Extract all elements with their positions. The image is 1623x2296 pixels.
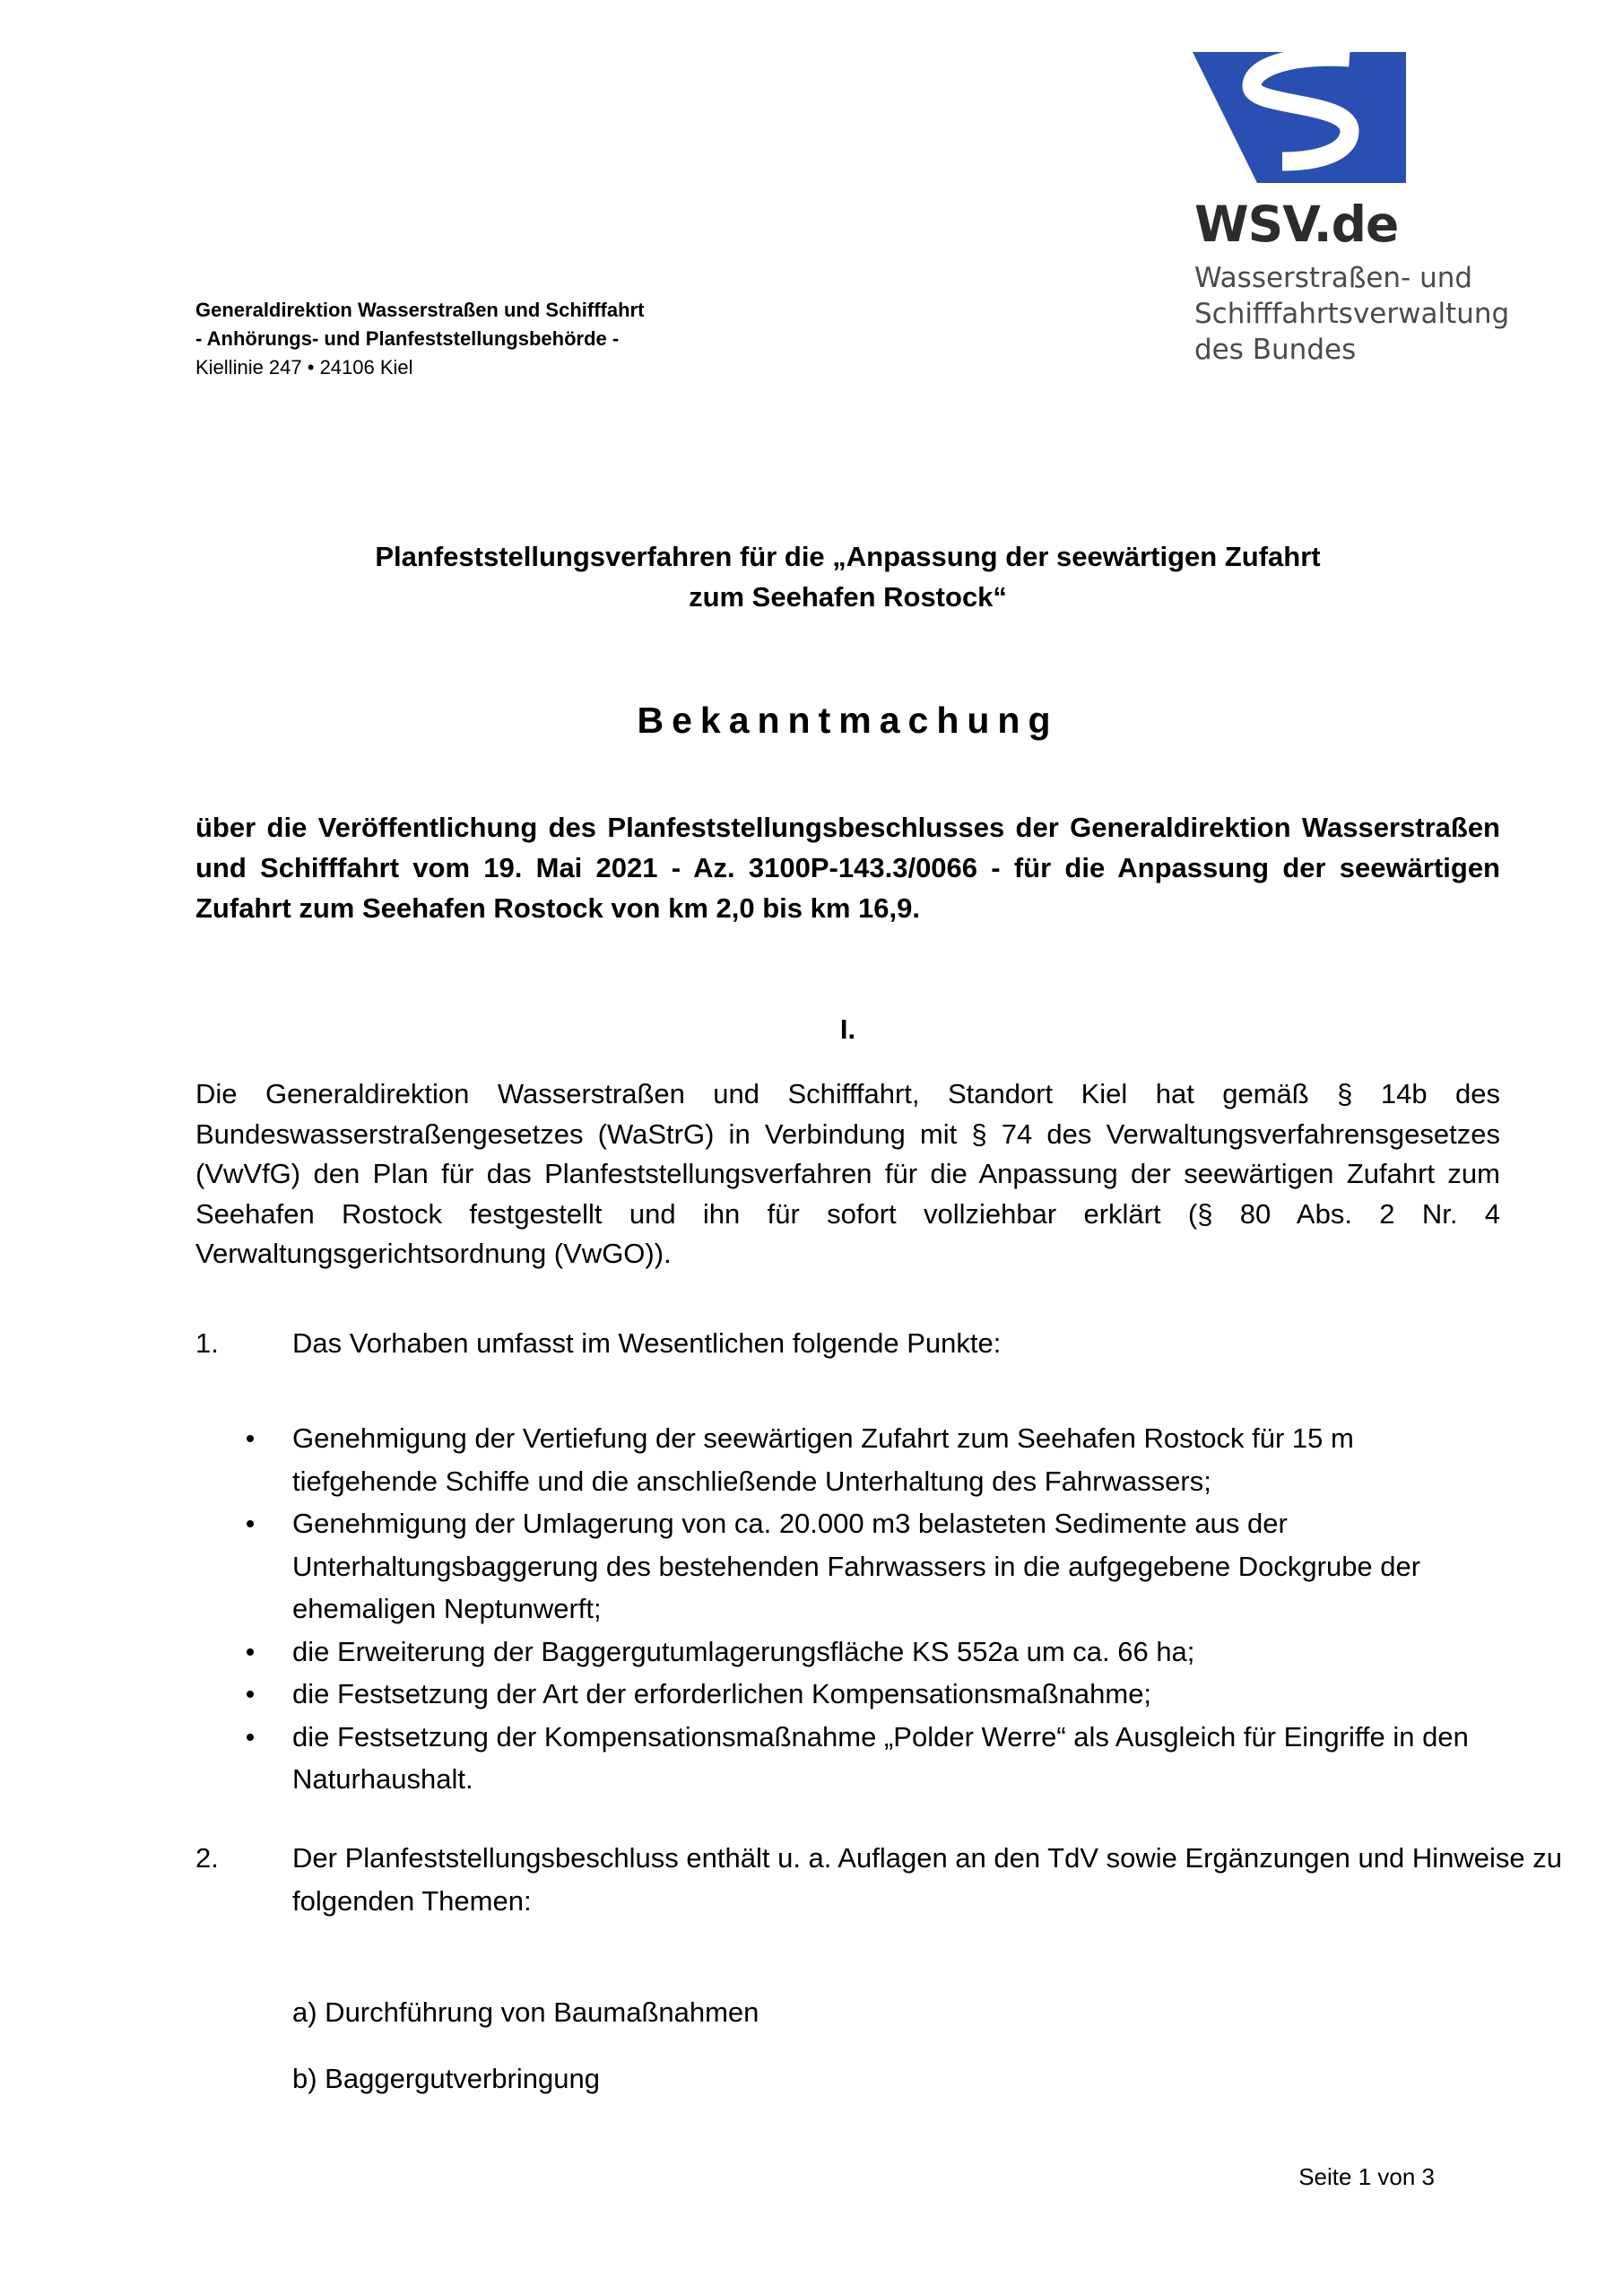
- logo-subtitle-line: Wasserstraßen- und: [1194, 262, 1473, 294]
- sender-department: - Anhörungs- und Planfeststellungsbehörde -: [195, 327, 620, 350]
- subitem-a: a) Durchführung von Baumaßnahmen: [292, 1996, 759, 2028]
- project-points-list: [242, 1417, 1497, 1801]
- list-item-text: Genehmigung der Umlagerung von ca. 20.000 m3 belasteten Sedimente aus der Unterhaltungsbaggerung des bestehenden Fahrwassers in die aufgegebene Dockgrube der ehemaligen Neptunwerft;: [292, 1508, 1421, 1624]
- item-number: 2.: [195, 1842, 219, 1874]
- section-numeral: I.: [839, 1013, 856, 1045]
- document-title: [195, 536, 1500, 617]
- item-text: Das Vorhaben umfasst im Wesentlichen folgende Punkte:: [292, 1327, 1002, 1359]
- bullet-icon: [247, 1520, 254, 1527]
- sender-authority: Generaldirektion Wasserstraßen und Schifffahrt: [195, 299, 645, 321]
- sender-address: [195, 296, 644, 382]
- announcement-heading: Bekanntmachung: [637, 700, 1059, 741]
- page-number: Seite 1 von 3: [1298, 2163, 1435, 2190]
- logo-subtitle-line: des Bundes: [1194, 334, 1357, 366]
- sender-street-address: Kiellinie 247 • 24106 Kiel: [195, 356, 413, 378]
- bullet-icon: [247, 1734, 254, 1741]
- list-item: [242, 1417, 1497, 1502]
- item-text: Der Planfeststellungsbeschluss enthält u. a. Auflagen an den TdV sowie Ergänzungen und Hinweise zu folgenden Themen:: [292, 1842, 1562, 1917]
- list-item-text: die Erweiterung der Baggergutumlagerungsfläche KS 552a um ca. 66 ha;: [292, 1635, 1195, 1667]
- wsv-wave-logo-icon: [1193, 52, 1406, 183]
- list-item-text: Genehmigung der Vertiefung der seewärtigen Zufahrt zum Seehafen Rostock für 15 m tiefgehende Schiffe und die anschließende Unterhaltung des Fahrwassers;: [292, 1422, 1354, 1497]
- list-item: [242, 1631, 1497, 1674]
- intro-paragraph: Die Generaldirektion Wasserstraßen und Schifffahrt, Standort Kiel hat gemäß § 14b des Bundeswasserstraßengesetzes (WaStrG) in Verbindung mit § 74 des Verwaltungsverfahrensgesetzes (VwVfG) den Plan für das Planfeststellungsverfahren für die Anpassung der seewärtigen Zufahrt zum Seehafen Rostock festgestellt und ihn für sofort vollziehbar erklärt (§ 80 Abs. 2 Nr. 4 Verwaltungsgerichtsordnung (VwGO)).: [195, 1078, 1500, 1269]
- logo-wordmark: WSV.de: [1194, 196, 1399, 253]
- wsv-logo: [1184, 52, 1542, 375]
- bullet-icon: [247, 1691, 254, 1698]
- title-line: zum Seehafen Rostock“: [689, 581, 1007, 613]
- bullet-icon: [247, 1648, 254, 1656]
- logo-subtitle: [1194, 260, 1509, 368]
- list-item-text: die Festsetzung der Kompensationsmaßnahme „Polder Werre“ als Ausgleich für Eingriffe in den Naturhaushalt.: [292, 1720, 1469, 1795]
- list-item: [242, 1716, 1497, 1801]
- list-item: [242, 1502, 1497, 1631]
- announcement-subject: über die Veröffentlichung des Planfeststellungsbeschlusses der Generaldirektion Wasserstraßen und Schifffahrt vom 19. Mai 2021 - Az. 3100P-143.3/0066 - für die Anpassung der seewärtigen Zufahrt zum Seehafen Rostock von km 2,0 bis km 16,9.: [195, 812, 1500, 924]
- subitem-b: b) Baggergutverbringung: [292, 2063, 600, 2094]
- item-number: 1.: [195, 1327, 219, 1359]
- list-item-text: die Festsetzung der Art der erforderlichen Kompensationsmaßnahme;: [292, 1678, 1152, 1709]
- list-item: [242, 1673, 1497, 1716]
- logo-subtitle-line: Schifffahrtsverwaltung: [1194, 298, 1510, 330]
- title-line: Planfeststellungsverfahren für die „Anpassung der seewärtigen Zufahrt: [375, 541, 1321, 572]
- bullet-icon: [247, 1435, 254, 1442]
